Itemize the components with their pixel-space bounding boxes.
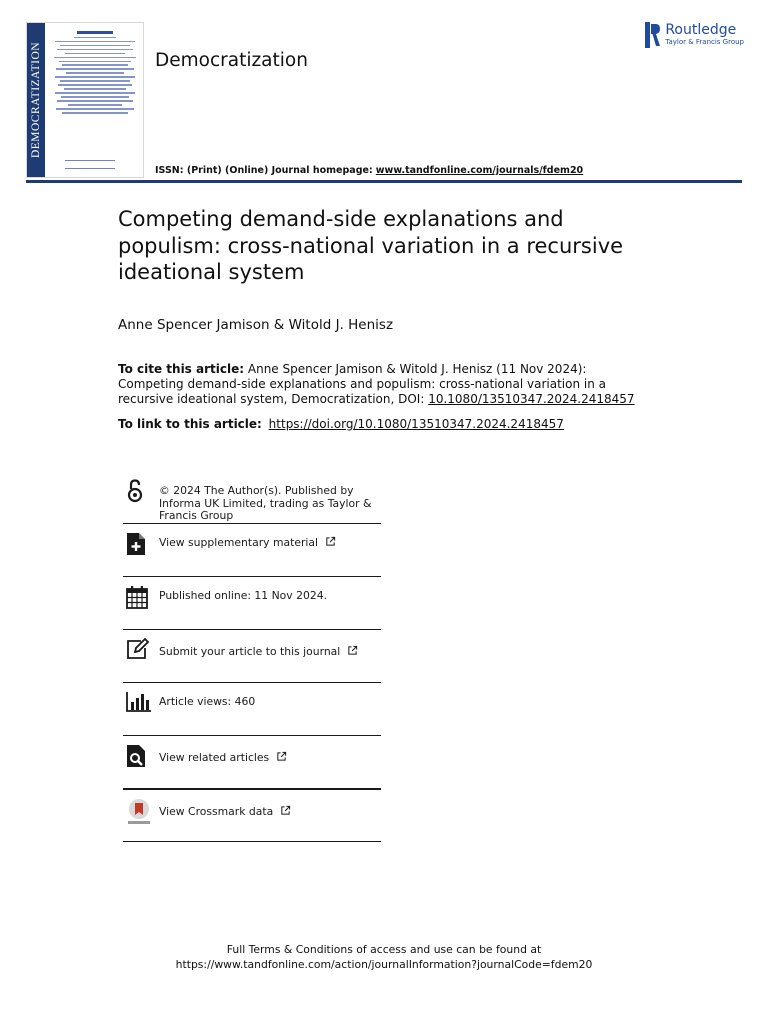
list-item-article-views bbox=[123, 683, 381, 736]
supplementary-label: View supplementary material bbox=[159, 536, 319, 549]
external-link-icon bbox=[347, 645, 358, 656]
calendar-icon bbox=[126, 585, 156, 611]
crossmark-label: View Crossmark data bbox=[159, 805, 274, 818]
crossmark-icon bbox=[126, 798, 156, 824]
journal-homepage-link[interactable]: www.tandfonline.com/journals/fdem20 bbox=[375, 165, 584, 176]
article-doi-url[interactable]: https://doi.org/10.1080/13510347.2024.2418457 bbox=[268, 417, 564, 431]
publisher-logo[interactable] bbox=[645, 22, 744, 48]
external-link-icon bbox=[325, 536, 336, 547]
doi-link[interactable]: 10.1080/13510347.2024.2418457 bbox=[428, 392, 635, 406]
published-date-text: Published online: 11 Nov 2024. bbox=[159, 589, 328, 602]
list-item-submit-article[interactable] bbox=[123, 630, 381, 683]
terms-url[interactable]: https://www.tandfonline.com/action/journalInformation?journalCode=fdem20 bbox=[175, 958, 593, 971]
cover-spine bbox=[27, 23, 45, 177]
copyright-text: © 2024 The Author(s). Published by Informa UK Limited, trading as Taylor & Francis Group bbox=[159, 484, 372, 522]
citation-block bbox=[118, 362, 638, 407]
list-item-published-date bbox=[123, 577, 381, 630]
list-item-open-access bbox=[123, 478, 381, 524]
terms-line: Full Terms & Conditions of access and use can be found at bbox=[226, 943, 542, 956]
terms-footer bbox=[0, 942, 768, 972]
list-item-related-articles[interactable] bbox=[123, 736, 381, 789]
article-views-text: Article views: 460 bbox=[159, 695, 256, 708]
related-articles-label: View related articles bbox=[159, 751, 270, 764]
external-link-icon bbox=[276, 751, 287, 762]
article-authors: Anne Spencer Jamison & Witold J. Henisz bbox=[118, 317, 394, 333]
article-title: Competing demand-side explanations and populism: cross-national variation in a recursive ideational system bbox=[118, 207, 624, 284]
cover-contents bbox=[45, 23, 143, 177]
issn-label: ISSN: (Print) (Online) Journal homepage: bbox=[155, 165, 373, 176]
cover-spine-text: DEMOCRATIZATION bbox=[30, 41, 42, 159]
link-label: To link to this article: bbox=[118, 417, 262, 431]
issn-line bbox=[155, 165, 583, 176]
header-divider bbox=[26, 180, 742, 183]
journal-title: Democratization bbox=[155, 50, 308, 71]
article-link-line bbox=[118, 417, 564, 431]
edit-icon bbox=[126, 638, 156, 664]
external-link-icon bbox=[280, 805, 291, 816]
bar-chart-icon bbox=[126, 691, 156, 717]
journal-cover-thumbnail bbox=[26, 22, 144, 178]
list-item-crossmark[interactable] bbox=[123, 789, 381, 842]
routledge-logo-icon bbox=[645, 22, 661, 48]
supplementary-file-icon bbox=[126, 532, 156, 558]
publisher-subtitle: Taylor & Francis Group bbox=[665, 38, 744, 46]
open-access-icon bbox=[126, 478, 156, 504]
publisher-name: Routledge bbox=[665, 22, 737, 38]
cite-text: Anne Spencer Jamison & Witold J. Henisz (11 Nov 2024): Competing demand-side explanations and populism: cross-national variation in a recursive ideational system, Democratization, DOI: bbox=[118, 362, 606, 406]
submit-article-label: Submit your article to this journal bbox=[159, 645, 341, 658]
related-articles-icon bbox=[126, 744, 156, 770]
article-info-list bbox=[123, 478, 381, 842]
list-item-supplementary[interactable] bbox=[123, 524, 381, 577]
cite-label: To cite this article: bbox=[118, 362, 245, 376]
